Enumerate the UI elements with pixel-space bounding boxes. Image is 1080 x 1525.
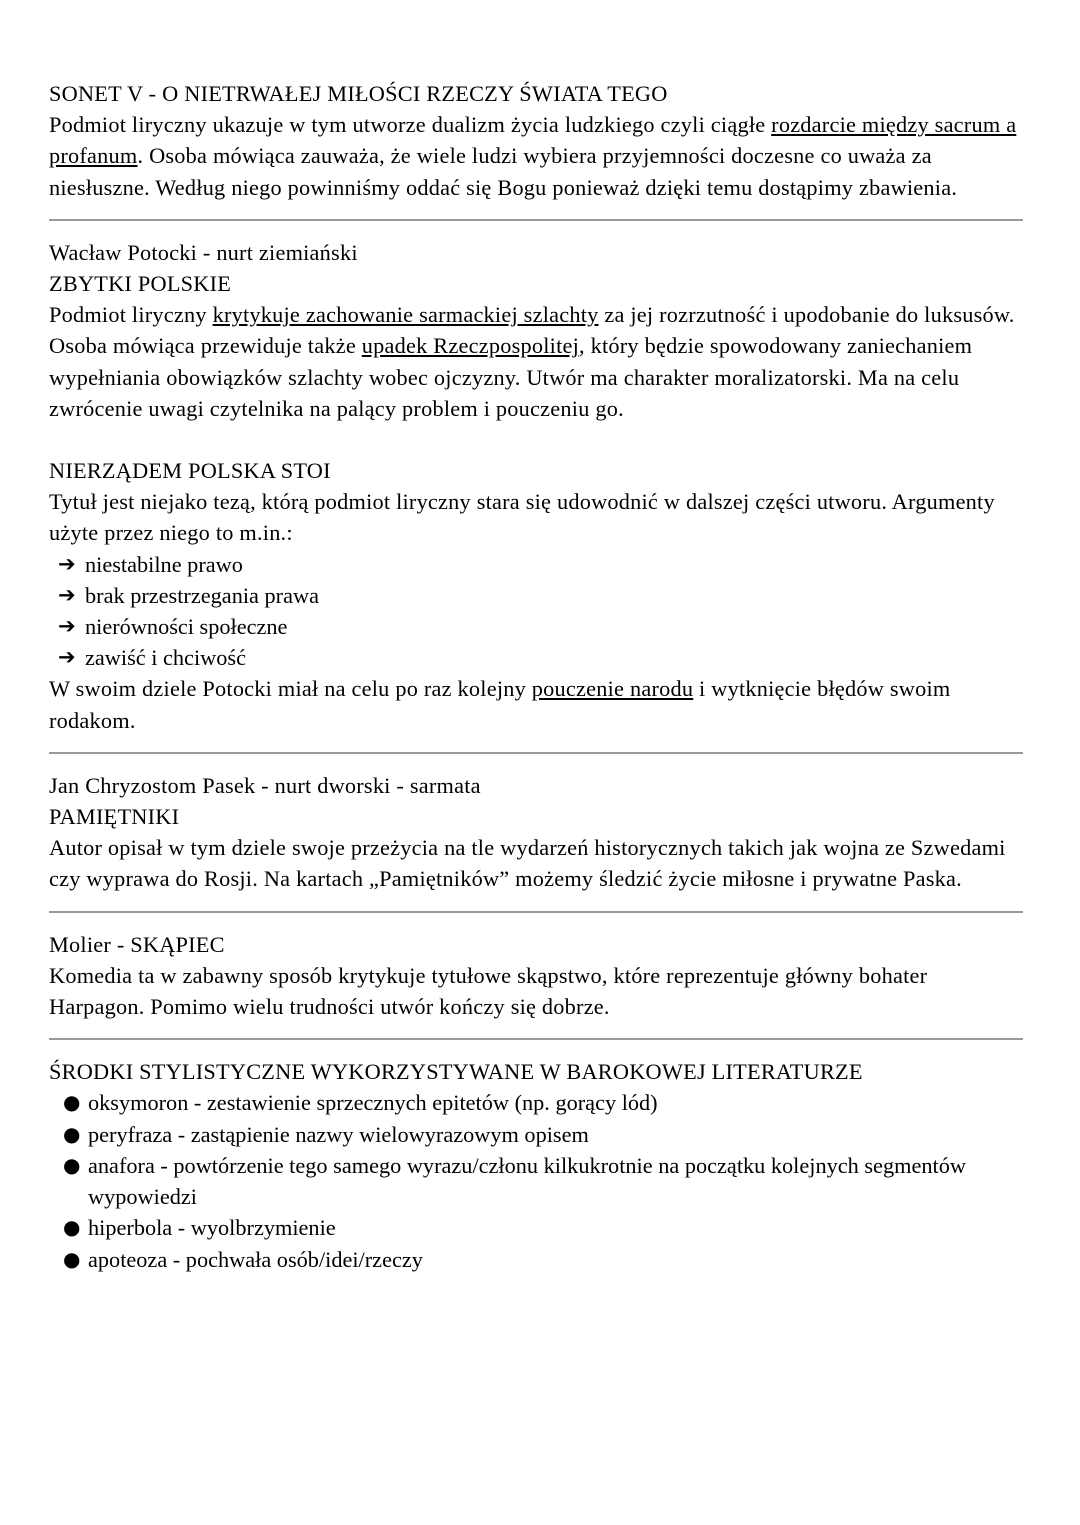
list-item-label: peryfraza - zastąpienie nazwy wielowyrazowym opisem	[88, 1121, 589, 1147]
section-molier	[49, 929, 1022, 1023]
list-item-label: brak przestrzegania prawa	[85, 582, 319, 608]
list-item-label: zawiść i chciwość	[85, 645, 246, 671]
pasek-work-title: PAMIĘTNIKI	[49, 804, 180, 830]
list-item	[49, 611, 1022, 642]
potocki-body-part2: za jej rozrzutność i upodobanie do luksusów. Osoba mówiąca przewiduje także	[49, 302, 1015, 359]
srodki-items-list	[49, 1087, 1022, 1274]
pasek-body: Autor opisał w tym dziele swoje przeżycia na tle wydarzeń historycznych takich jak wojna ze Szwedami czy wyprawa do Rosji. Na kartach „Pamiętników” możemy śledzić życie miłosne i prywatne Paska.	[49, 835, 1006, 892]
list-item-label: niestabilne prawo	[85, 551, 243, 577]
section-nierzadem	[49, 455, 1022, 736]
arrow-right-icon: ➔	[58, 645, 76, 670]
nierzadem-outro-underlined: pouczenie narodu	[531, 676, 694, 702]
list-item	[49, 1087, 1022, 1118]
spacer	[49, 754, 1022, 770]
list-item-label: oksymoron - zestawienie sprzecznych epitetów (np. gorący lód)	[88, 1090, 658, 1116]
bullet-dot-icon: ●	[63, 1090, 81, 1115]
potocki-author-line: Wacław Potocki - nurt ziemiański	[49, 239, 358, 265]
list-item	[49, 642, 1022, 673]
srodki-heading: ŚRODKI STYLISTYCZNE WYKORZYSTYWANE W BAROKOWEJ LITERATURZE	[49, 1059, 863, 1085]
section-sonet-v	[49, 78, 1022, 203]
bullet-dot-icon: ●	[63, 1152, 81, 1177]
nierzadem-arguments-list	[49, 549, 1022, 674]
list-item	[49, 549, 1022, 580]
potocki-work-title: ZBYTKI POLSKIE	[49, 271, 232, 297]
list-item	[49, 580, 1022, 611]
sonet-body	[49, 109, 1022, 203]
potocki-body-part3: , który będzie spowodowany zaniechaniem wypełniania obowiązków szlachty wobec ojczyzny. Utwór ma charakter moralizatorski. Ma na celu zwrócenie uwagi czytelnika na palący problem i pouczeniu go.	[49, 333, 973, 421]
spacer	[49, 203, 1022, 219]
spacer	[49, 221, 1022, 237]
molier-author-line: Molier - SKĄPIEC	[49, 931, 225, 957]
potocki-body	[49, 299, 1022, 424]
spacer	[49, 1040, 1022, 1056]
bullet-dot-icon: ●	[63, 1215, 81, 1240]
list-item-label: anafora - powtórzenie tego samego wyrazu/członu kilkukrotnie na początku kolejnych segmentów wypowiedzi	[88, 1152, 966, 1210]
list-item-label: hiperbola - wyolbrzymienie	[88, 1215, 336, 1241]
list-item-label: nierówności społeczne	[85, 614, 288, 640]
list-item-label: apoteoza - pochwała osób/idei/rzeczy	[88, 1246, 423, 1272]
spacer	[49, 913, 1022, 929]
arrow-right-icon: ➔	[58, 614, 76, 639]
potocki-body-underlined2: upadek Rzeczpospolitej	[361, 333, 580, 359]
list-item	[49, 1244, 1022, 1275]
list-item	[49, 1212, 1022, 1243]
spacer	[49, 424, 1022, 455]
section-srodki-stylistyczne	[49, 1056, 1022, 1274]
sonet-body-part2: . Osoba mówiąca zauważa, że wiele ludzi wybiera przyjemności doczesne co uważa za niesłuszne. Według niego powinniśmy oddać się Bogu ponieważ dzięki temu dostąpimy zbawienia.	[49, 143, 958, 200]
nierzadem-outro-part1: W swoim dziele Potocki miał na celu po raz kolejny	[49, 676, 532, 702]
sonet-body-underlined: rozdarcie między sacrum a profanum	[49, 112, 1017, 169]
nierzadem-work-title: NIERZĄDEM POLSKA STOI	[49, 458, 331, 484]
nierzadem-outro-part2: i wytknięcie błędów swoim rodakom.	[49, 676, 951, 733]
pasek-author-line: Jan Chryzostom Pasek - nurt dworski - sarmata	[49, 772, 481, 798]
nierzadem-intro: Tytuł jest niejako tezą, którą podmiot liryczny stara się udowodnić w dalszej części utworu. Argumenty użyte przez niego to m.in.:	[49, 489, 995, 546]
sonet-heading: SONET V - O NIETRWAŁEJ MIŁOŚCI RZECZY ŚWIATA TEGO	[49, 81, 668, 106]
bullet-dot-icon: ●	[63, 1246, 81, 1271]
spacer	[49, 1022, 1022, 1038]
nierzadem-outro	[49, 673, 1022, 735]
arrow-right-icon: ➔	[58, 551, 76, 576]
potocki-body-part1: Podmiot liryczny	[49, 302, 213, 328]
section-pasek	[49, 770, 1022, 895]
list-item	[49, 1150, 1022, 1212]
sonet-body-part1: Podmiot liryczny ukazuje w tym utworze dualizm życia ludzkiego czyli ciągłe	[49, 112, 772, 138]
list-item	[49, 1119, 1022, 1150]
bullet-dot-icon: ●	[63, 1121, 81, 1146]
spacer	[49, 736, 1022, 752]
molier-body: Komedia ta w zabawny sposób krytykuje tytułowe skąpstwo, które reprezentuje główny bohater Harpagon. Pomimo wielu trudności utwór kończy się dobrze.	[49, 962, 928, 1020]
arrow-right-icon: ➔	[58, 582, 76, 607]
spacer	[49, 895, 1022, 911]
potocki-body-underlined1: krytykuje zachowanie sarmackiej szlachty	[212, 302, 599, 328]
section-potocki	[49, 237, 1022, 424]
